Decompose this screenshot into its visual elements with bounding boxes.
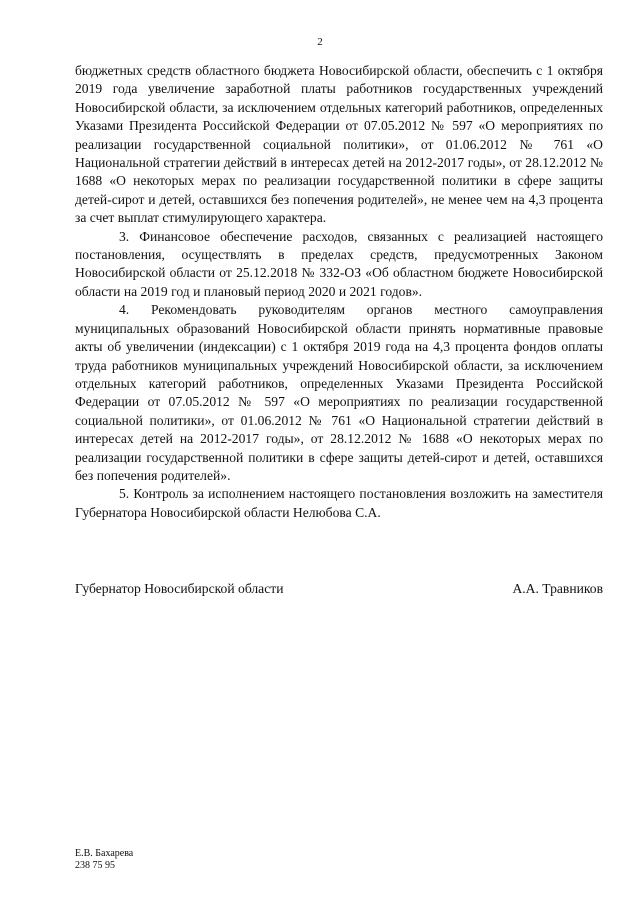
paragraph-3-financing: 3. Финансовое обеспечение расходов, связанных с реализацией настоящего постановления, осуществлять в пределах средств, предусмотренных Законом Новосибирской области от 25.12.2018 № 332-ОЗ «Об областном бюджете Новосибирской области на 2019 год и плановый период 2020 и 2021 годов». — [75, 228, 603, 299]
signatory-role: Губернатор Новосибирской области — [75, 581, 284, 596]
executor-name: Е.В. Бахарева — [75, 848, 134, 859]
paragraph-continuation: бюджетных средств областного бюджета Новосибирской области, обеспечить с 1 октября 2019 года увеличение заработной платы работников государственных учреждений Новосибирской области, за исключением отдельных категорий работников, определенных Указами Президента Российской Федерации от 07.05.2012 № 597 «О мероприятиях по реализации государственной социальной политики», от 01.06.2012 № 761 «О Национальной стратегии действий в интересах детей на 2012-2017 годы», от 28.12.2012 № 1688 «О некоторых мерах по реализации государственной политики в сфере защиты детей-сирот и детей, оставшихся без попечения родителей», не менее чем на 4,3 процента за счет выплат стимулирующего характера. — [75, 63, 603, 226]
paragraph-4-recommendation: 4. Рекомендовать руководителям органов местного самоуправления муниципальных образований Новосибирской области принять нормативные правовые акты об увеличении (индексации) с 1 октября 2019 года на 4,3 процента фондов оплаты труда работников муниципальных учреждений Новосибирской области, за исключением отдельных категорий работников, определенных Указами Президента Российской Федерации от 07.05.2012 № 597 «О мероприятиях по реализации государственной социальной политики», от 01.06.2012 № 761 «О Национальной стратегии действий в интересах детей на 2012-2017 годы», от 28.12.2012 № 1688 «О некоторых мерах по реализации государственной политики в сфере защиты детей-сирот и детей, оставшихся без попечения родителей». — [75, 302, 603, 483]
paragraph-5-control: 5. Контроль за исполнением настоящего постановления возложить на заместителя Губернатора Новосибирской области Нелюбова С.А. — [75, 486, 603, 520]
signatory-name: А.А. Травников — [512, 581, 603, 596]
page-number: 2 — [317, 36, 323, 48]
executor-phone: 238 75 95 — [75, 859, 115, 871]
executor-info — [75, 848, 133, 871]
document-body — [75, 62, 603, 522]
